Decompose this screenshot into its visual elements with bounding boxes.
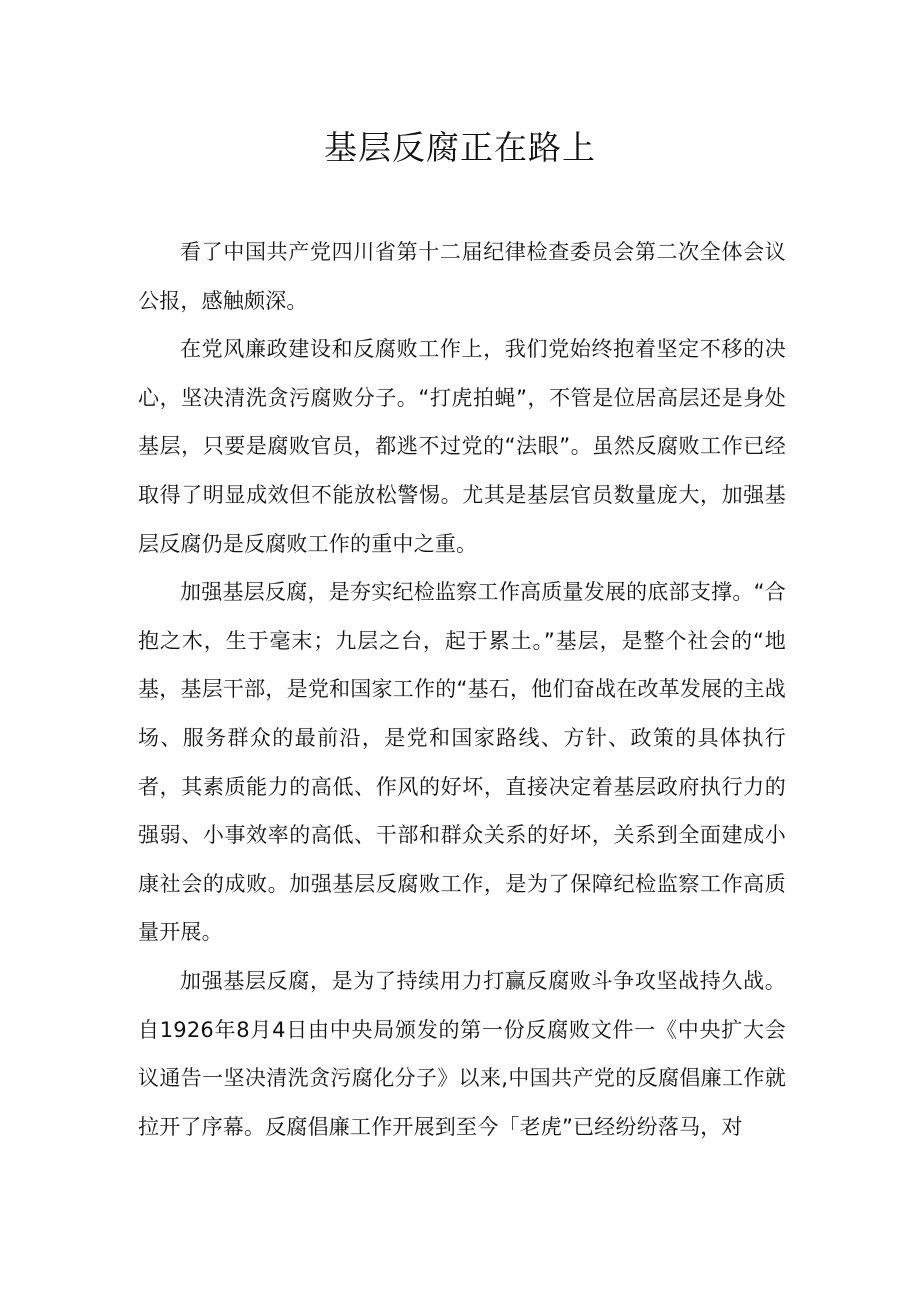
paragraph: 加强基层反腐，是夯实纪检监察工作高质量发展的底部支撑。“合抱之木，生于毫末；九层之台，起于累土。”基层，是整个社会的“地基，基层干部，是党和国家工作的“基石，他们奋战在改革发展的主战场、服务群众的最前沿，是党和国家路线、方针、政策的具体执行者，其素质能力的高低、作风的好坏，直接决定着基层政府执行力的强弱、小事效率的高低、干部和群众关系的好坏，关系到全面建成小康社会的成败。加强基层反腐败工作，是为了保障纪检监察工作高质量开展。 (138, 580, 786, 945)
paragraph: 看了中国共产党四川省第十二届纪律检查委员会第二次全体会议公报，感触颇深。 (138, 240, 786, 313)
paragraph: 加强基层反腐，是为了持续用力打赢反腐败斗争攻坚战持久战。自1926年8月4日由中央局颁发的第一份反腐败文件一《中央扩大会议通告一坚决清洗贪污腐化分子》以来,中国共产党的反腐倡廉工作就拉开了序幕。反腐倡廉工作开展到至今「老虎”已经纷纷落马，对 (138, 968, 786, 1139)
paragraph: 在党风廉政建设和反腐败工作上，我们党始终抱着坚定不移的决心，坚决清洗贪污腐败分子。“打虎拍蝇”，不管是位居高层还是身处基层，只要是腐败官员，都逃不过党的“法眼”。虽然反腐败工作已经取得了明显成效但不能放松警惕。尤其是基层官员数量庞大，加强基层反腐仍是反腐败工作的重中之重。 (138, 337, 786, 556)
document-body (138, 228, 786, 1151)
document-title: 基层反腐正在路上 (324, 128, 596, 167)
